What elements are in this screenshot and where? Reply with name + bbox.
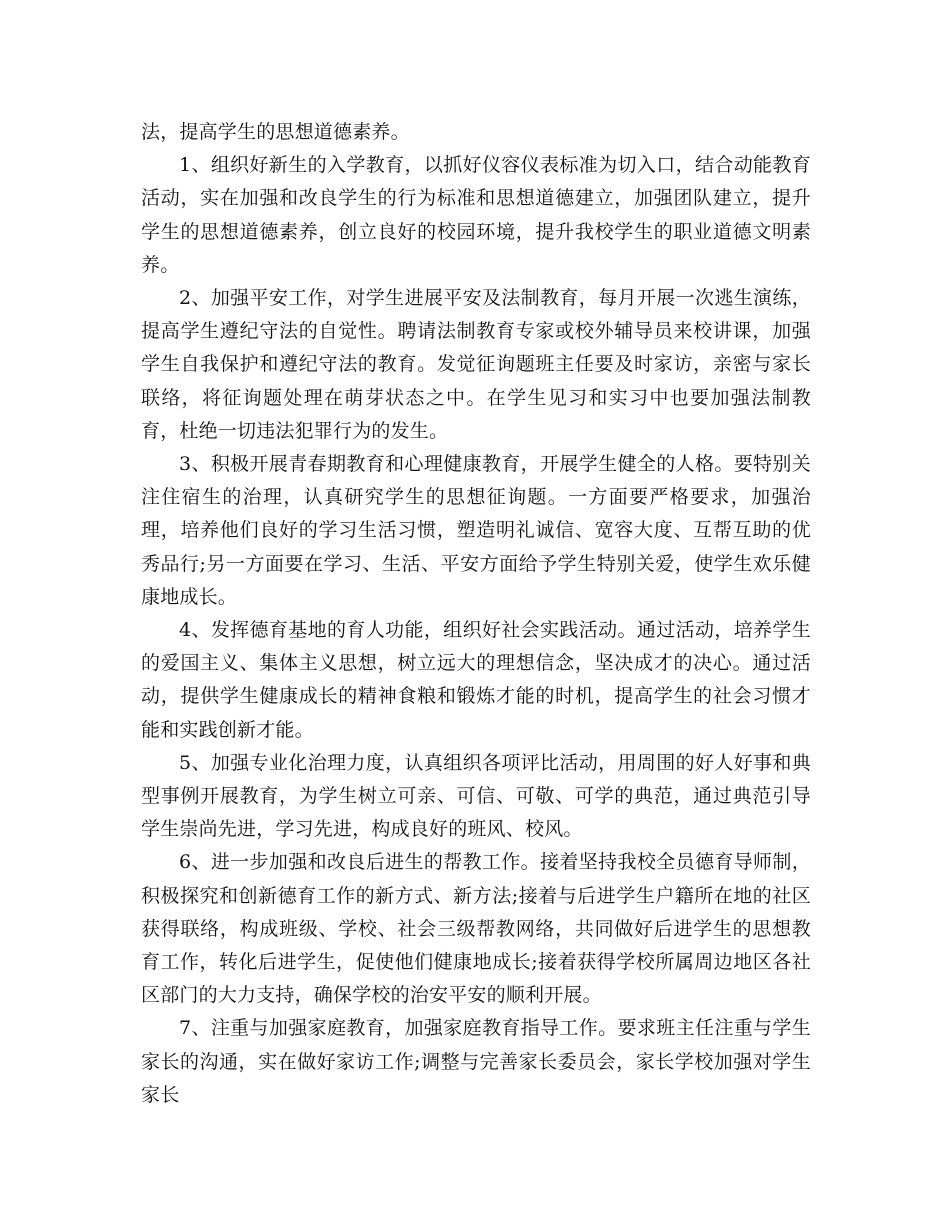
paragraph-item-6: 6、进一步加强和改良后进生的帮教工作。接着坚持我校全员德育导师制，积极探究和创新德育工作的新方式、新方法;接着与后进学生户籍所在地的社区获得联络，构成班级、学校、社会三级帮教网络，共同做好后进学生的思想教育工作，转化后进学生，促使他们健康地成长;接着获得学校所属周边地区各社区部门的大力支持，确保学校的治安平安的顺利开展。 (141, 851, 811, 1007)
paragraph-item-3: 3、积极开展青春期教育和心理健康教育，开展学生健全的人格。要特别关注住宿生的治理，认真研究学生的思想征询题。一方面要严格要求，加强治理，培养他们良好的学习生活习惯，塑造明礼诚信、宽容大度、互帮互助的优秀品行;另一方面要在学习、生活、平安方面给予学生特别关爱，使学生欢乐健康地成长。 (141, 453, 811, 608)
paragraph-continuation: 法，提高学生的思想道德素养。 (141, 121, 410, 143)
paragraph-item-5: 5、加强专业化治理力度，认真组织各项评比活动，用周围的好人好事和典型事例开展教育，为学生树立可亲、可信、可敬、可学的典范，通过典范引导学生崇尚先进，学习先进，构成良好的班风、校风。 (141, 751, 811, 841)
paragraph-item-7: 7、注重与加强家庭教育，加强家庭教育指导工作。要求班主任注重与学生家长的沟通，实在做好家访工作;调整与完善家长委员会，家长学校加强对学生家长 (141, 1017, 811, 1106)
document-body (141, 116, 811, 1112)
paragraph-item-1: 1、组织好新生的入学教育，以抓好仪容仪表标准为切入口，结合动能教育活动，实在加强和改良学生的行为标准和思想道德建立，加强团队建立，提升学生的思想道德素养，创立良好的校园环境，提升我校学生的职业道德文明素养。 (141, 154, 811, 276)
paragraph-item-2: 2、加强平安工作，对学生进展平安及法制教育，每月开展一次逃生演练，提高学生遵纪守法的自觉性。聘请法制教育专家或校外辅导员来校讲课，加强学生自我保护和遵纪守法的教育。发觉征询题班主任要及时家访，亲密与家长联络，将征询题处理在萌芽状态之中。在学生见习和实习中也要加强法制教育，杜绝一切违法犯罪行为的发生。 (141, 287, 811, 442)
paragraph-item-4: 4、发挥德育基地的育人功能，组织好社会实践活动。通过活动，培养学生的爱国主义、集体主义思想，树立远大的理想信念，坚决成才的决心。通过活动，提供学生健康成长的精神食粮和锻炼才能的时机，提高学生的社会习惯才能和实践创新才能。 (141, 619, 811, 741)
